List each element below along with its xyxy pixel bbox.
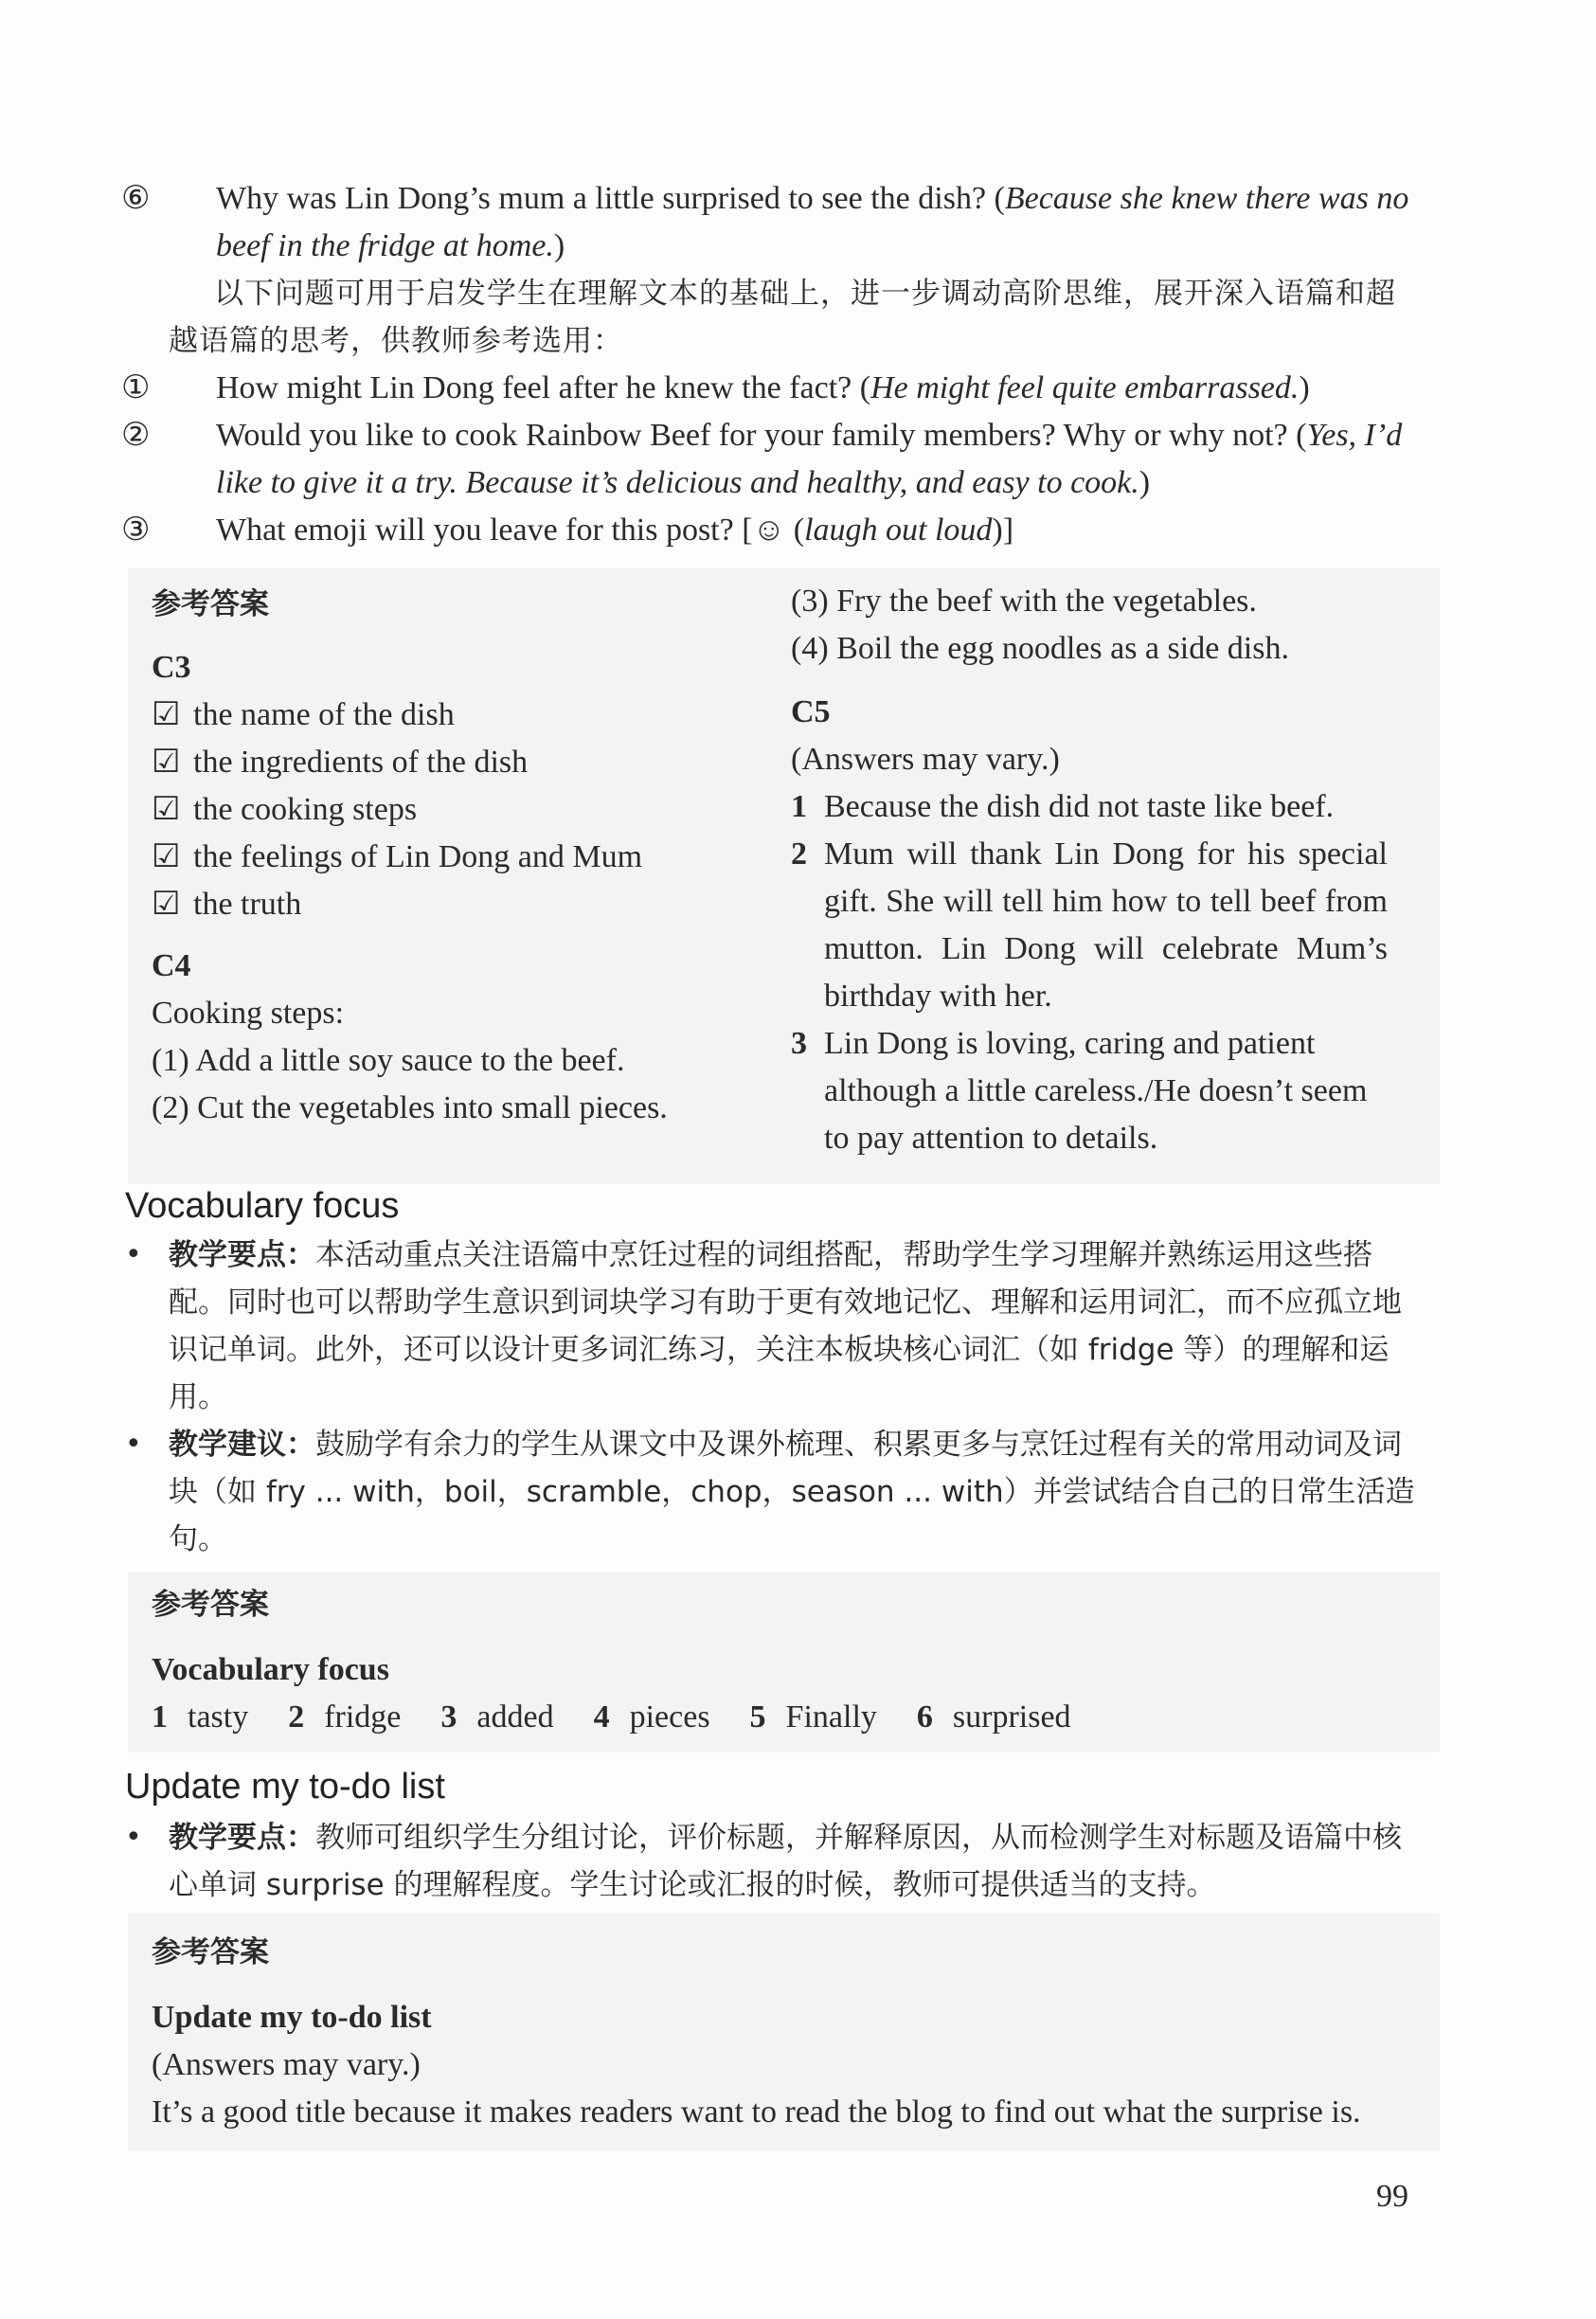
vocab-answer-label: Vocabulary focus [152,1652,389,1687]
answer-text: He might feel quite embarrassed. [870,370,1300,405]
question-number: ① [121,370,151,405]
c3-item: ☑ the ingredients of the dish [152,739,528,786]
checkbox-checked-icon: ☑ [152,745,181,780]
c4-intro: Cooking steps: [152,996,345,1031]
laughing-emoji-icon: ☺ [752,512,786,548]
page-number: 99 [1376,2179,1408,2214]
question-number: ⑥ [121,181,151,216]
question-number: ③ [121,512,151,548]
question-3: ③ What emoji will you leave for this post? [☺ (laugh out loud)] [169,507,1419,554]
teaching-advice [125,1421,1423,1563]
advice-text: 鼓励学有余力的学生从课文中及课外梳理、积累更多与烹饪过程有关的常用动词及词块（如 fry ... with，boil，scramble，chop，season ... with）并尝试结合自己的日常生活造句。 [169,1428,1415,1556]
checkbox-checked-icon: ☑ [152,839,181,874]
c4-step: (3) Fry the beef with the vegetables. [791,584,1257,619]
section-heading-vocabulary: Vocabulary focus [125,1186,400,1226]
c5-item-2: 2 Mum will thank Lin Dong for his special gift. She will tell him how to tell beef from mutton. Lin Dong will celebrate Mum’s birthday with her. [791,836,1388,1014]
close-paren: )] [992,512,1014,548]
answer-box-title: 参考答案 [152,1935,269,1969]
close-paren: ) [1299,370,1310,405]
bullet-icon: • [125,1428,142,1461]
c4-step: (2) Cut the vegetables into small pieces. [152,1090,668,1125]
vocab-answers: 1 tasty 2 fridge 3 added 4 pieces 5 Finally 6 surprised [152,1699,1071,1735]
point-label: 教学要点： [169,1821,315,1855]
intro-paragraph: 以下问题可用于启发学生在理解文本的基础上，进一步调动高阶思维，展开深入语篇和超越语篇的思考，供教师参考选用： [169,277,1396,358]
point-text: 本活动重点关注语篇中烹饪过程的词组搭配，帮助学生学习理解并熟练运用这些搭配。同时也可以帮助学生意识到词块学习有助于更有效地记忆、理解和运用词汇，而不应孤立地识记单词。此外，还可以设计更多词汇练习，关注本板块核心词汇（如 fridge 等）的理解和运用。 [169,1238,1402,1414]
question-text: What emoji will you leave for this post? [ [216,512,753,548]
question-text: How might Lin Dong feel after he knew the fact? ( [216,370,871,405]
bullet-icon: • [125,1238,142,1271]
answer-text: laugh out loud [804,512,993,548]
c5-label: C5 [791,694,831,729]
c4-label: C4 [152,948,191,983]
update-answer-text: It’s a good title because it makes readers want to read the blog to find out what the surprise is. [152,2094,1361,2130]
question-number: ② [121,418,151,453]
answer-box-title: 参考答案 [152,587,269,621]
c3-item: ☑ the cooking steps [152,786,417,834]
c4-step: (4) Boil the egg noodles as a side dish. [791,631,1289,666]
question-1 [121,365,1419,412]
checkbox-checked-icon: ☑ [152,792,181,827]
question-text: Would you like to cook Rainbow Beef for your family members? Why or why not? ( [216,418,1307,453]
answer-box-title: 参考答案 [152,1588,269,1622]
answer-text: Because she knew there was [1004,181,1369,216]
answer-text-cont: no beef in the fridge at home. [216,181,1409,263]
teaching-point [125,1231,1423,1421]
checkbox-checked-icon: ☑ [152,697,181,732]
section-heading-update: Update my to-do list [125,1767,445,1807]
c3-item: ☑ the truth [152,881,301,928]
point-label: 教学要点： [169,1238,315,1272]
update-answer-vary: (Answers may vary.) [152,2047,421,2082]
bullet-icon: • [125,1821,142,1854]
question-2 [121,412,1419,507]
c4-step: (1) Add a little soy sauce to the beef. [152,1043,625,1078]
c5-item-1: 1 Because the dish did not taste like beef. [791,789,1335,824]
question-text: Why was Lin Dong’s mum a little surprised to see the dish? ( [216,181,1005,216]
c5-item-3: 3 Lin Dong is loving, caring and patient although a little careless./He doesn’t seem to pay attention to details. [791,1026,1368,1156]
point-text: 教师可组织学生分组讨论，评价标题，并解释原因，从而检测学生对标题及语篇中核心单词 surprise 的理解程度。学生讨论或汇报的时候，教师可提供适当的支持。 [169,1821,1402,1902]
c3-label: C3 [152,650,191,685]
c3-item: ☑ the name of the dish [152,692,455,739]
c5-intro: (Answers may vary.) [791,742,1060,777]
teaching-point [125,1814,1423,1909]
question-6 [121,175,1419,270]
update-answer-label: Update my to-do list [152,2000,432,2035]
checkbox-checked-icon: ☑ [152,887,181,922]
answer-text: Yes, I’d like to give it a try. Because it’s delicious and healthy, and easy to cook. [216,418,1403,500]
close-paren: ) [553,228,565,263]
c3-item: ☑ the feelings of Lin Dong and Mum [152,834,642,881]
close-paren: ) [1139,465,1151,500]
advice-label: 教学建议： [169,1428,315,1462]
